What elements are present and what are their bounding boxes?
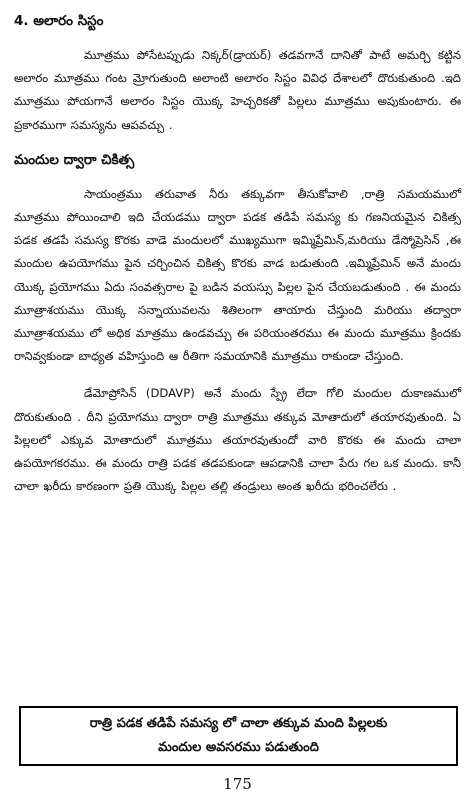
note-line-2: మందుల అవసరము పడుతుంది [158,740,319,755]
note-line-1: రాత్రి పడక తడిపే సమస్య లో చాలా తక్కువ మంది పిల్లలకు [89,716,388,731]
note-box [19,706,458,766]
treatment-paragraph-1: సాయంత్రము తరువాత నీరు తక్కువగా తీసుకోవాలి ,రాత్రి సమయములో మూత్రము పోయించాలి ఇది చేయడము ద్వారా పడక తడిపే సమస్య కు గణనియమైన చికిత్స పడక తడపే సమస్య కొరకు వాడె మందులలో ముఖ్యముగా ఇమ్మిప్రేమిన్,మరియు డేస్మోప్రెసిన్ ,ఈ మందుల ఉపయోగము పైన చర్చించిన చికిత్స కొరకు వాడ బడుతుంది .ఇమ్మిప్రేమిన్ అనే మందు యొక్క ప్రయోగము ఏదు సంవత్సరాల పై బడిన వయస్సు పిల్లల పైన చేయబడుతుంది . ఈ మందు మూత్రాశయము యొక్క సన్నాయువలను శితిలంగా తాయారు చేస్తుంది మరియు తద్వారా మూత్రాశయము లో అధిక మాత్రము ఉండవచ్చు ఈ పరియంతరము ఈ మందు మూత్రము క్రిందకు రానివ్వకుండా బాధ్యత వహిస్తుంది ఆ రీతిగా సమయానికి మూత్రము రాకుండా చేస్తుంది. [14,186,461,364]
section-heading: 4. అలారం సిస్టం [14,13,104,29]
page-number: 175 [223,775,252,793]
treatment-heading: మందుల ద్వారా చికిత్స [14,151,135,168]
alarm-paragraph: మూత్రము పోసేటప్పుడు నిక్కర్(డ్రాయర్) తడవగానే దానితో పాటే అమర్చి కట్టిన అలారం మూత్రము గంట మ్రోగుతుంది అలాంటి అలారం సిస్టం వివిధ దేశాలలో దొరుకుతుంది .ఇది మూత్రము పోయగానే అలారం సిస్టం యొక్క హెచ్చరికతో పిల్లలు మూత్రము అపుకుంటారు. ఈ ప్రకారముగా సమస్యను ఆపవచ్చు . [14,48,461,132]
treatment-paragraph-2: డేమోప్రోసిన్ (DDAVP) అనే మందు స్ప్రే లేదా గోలి మందుల దుకాణములో దొరుకుతుంది . దీని ప్రయోగము ద్వారా రాత్రి మూత్రము తక్కువ మోతాదులో తయారవుతుంది. ఏ పిల్లలలో ఎక్కువ మోతాదులో మూత్రము తయారవుతుందో వారి కొరకు ఈ మందు చాలా ఉపయోగకరము. ఈ మందు రాత్రి పడక తడపకుండా ఆపడానికి చాలా పేరు గల ఒక మందు. కానీ చాలా ఖరీదు కారణంగా ప్రతి యొక్క పిల్లల తల్లి తండ్రులు అంత ఖరీదు భరించలేరు . [14,386,461,494]
